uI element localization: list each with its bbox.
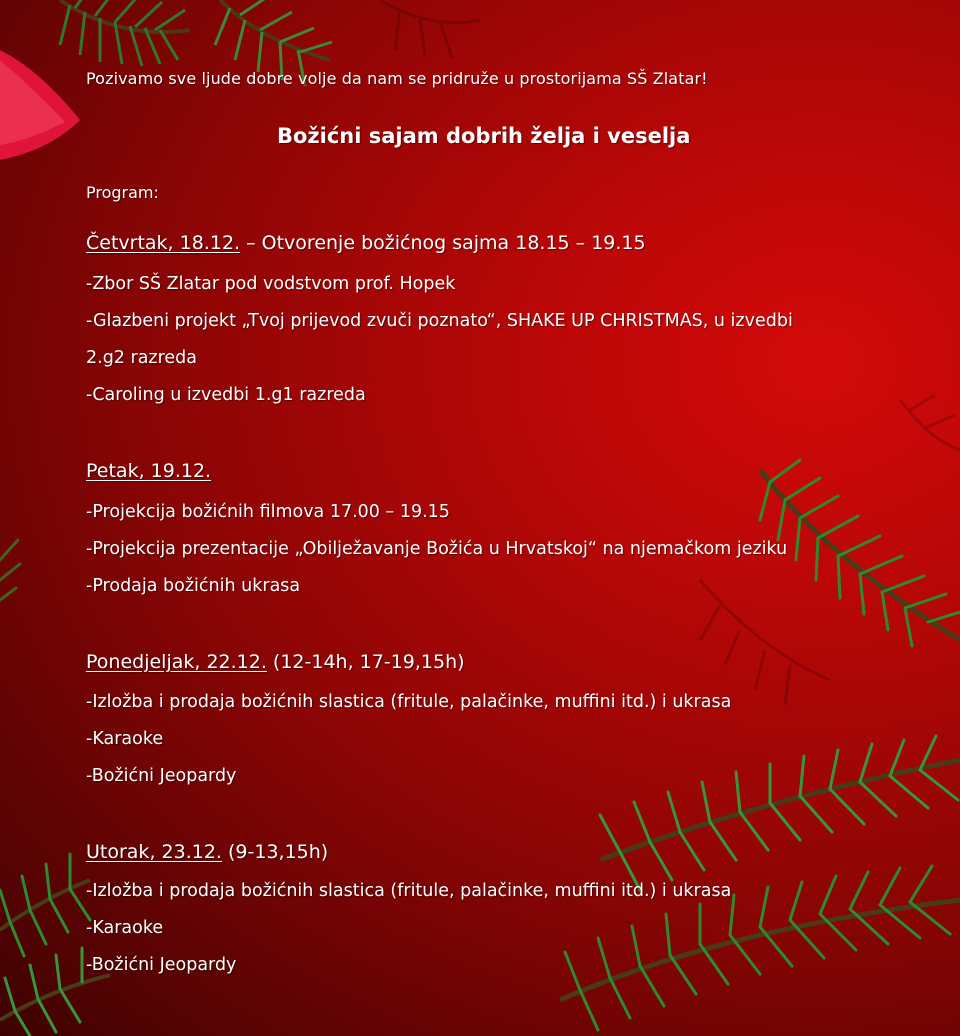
program-item: -Božićni Jeopardy [86,766,237,786]
program-item: -Karaoke [86,918,164,938]
day-heading-monday [86,651,465,673]
day-extra: (9-13,15h) [221,841,329,863]
day-heading-tuesday [86,841,328,863]
day-heading-thursday [86,232,646,254]
day-heading-friday [86,460,211,482]
day-date: Petak, 19.12. [86,460,212,482]
program-item: 2.g2 razreda [86,348,198,368]
day-date: Četvrtak, 18.12. [86,232,241,254]
day-date: Ponedjeljak, 22.12. [86,651,267,673]
program-item: -Božićni Jeopardy [86,955,237,975]
program-item: -Izložba i prodaja božićnih slastica (fritule, palačinke, muffini itd.) i ukrasa [86,692,732,712]
fir-shadow-icon [380,0,960,705]
program-item: -Prodaja božićnih ukrasa [86,576,301,596]
page-title: Božićni sajam dobrih želja i veselja [277,124,691,148]
day-extra: – Otvorenje božićnog sajma 18.15 – 19.15 [240,232,646,254]
day-date: Utorak, 23.12. [86,841,222,863]
program-item: -Caroling u izvedbi 1.g1 razreda [86,385,366,405]
poinsettia-icon [0,50,80,160]
program-item: -Zbor SŠ Zlatar pod vodstvom prof. Hopek [86,274,456,294]
program-item: -Karaoke [86,729,164,749]
program-item: -Projekcija božićnih filmova 17.00 – 19.15 [86,502,450,522]
program-item: -Projekcija prezentacije „Obilježavanje Božića u Hrvatskoj“ na njemačkom jeziku [86,539,788,559]
day-extra: (12-14h, 17-19,15h) [266,651,465,673]
program-item: -Glazbeni projekt „Tvoj prijevod zvuči poznato“, SHAKE UP CHRISTMAS, u izvedbi [86,311,793,331]
intro-text: Pozivamo sve ljude dobre volje da nam se pridruže u prostorijama SŠ Zlatar! [86,69,708,88]
program-label: Program: [86,183,159,202]
program-item: -Izložba i prodaja božićnih slastica (fritule, palačinke, muffini itd.) i ukrasa [86,881,732,901]
fir-branch-right-icon [760,460,960,646]
